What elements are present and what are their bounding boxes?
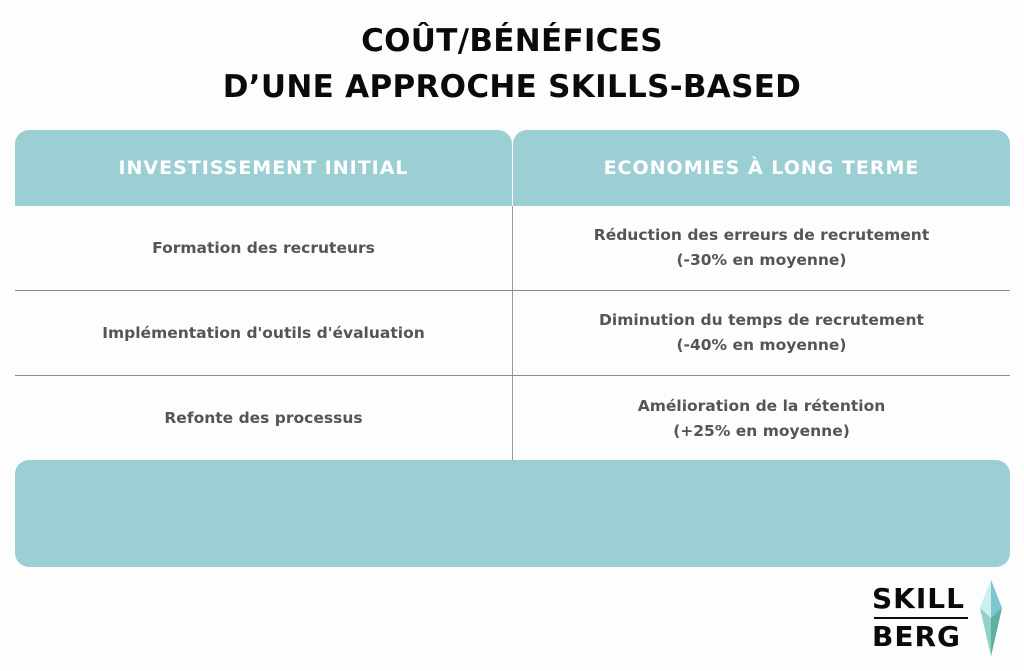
cell-investment: Formation des recruteurs [15,206,513,290]
saving-value: (-40% en moyenne) [676,336,847,354]
table-row [15,206,1010,291]
header-long-term-savings: ECONOMIES À LONG TERME [513,130,1010,206]
crystal-icon [976,578,1006,658]
page-title [0,18,1024,110]
title-line-1: COÛT/BÉNÉFICES [361,23,663,59]
saving-label: Diminution du temps de recrutement [599,311,924,329]
table-row [15,376,1010,461]
cell-investment: Implémentation d'outils d'évaluation [15,291,513,375]
cell-saving [513,376,1010,461]
footer-band [15,460,1010,567]
header-initial-investment: INVESTISSEMENT INITIAL [15,130,512,206]
table-header [15,130,1010,206]
saving-value: (-30% en moyenne) [676,251,847,269]
logo-line-1: SKILL [872,582,965,615]
saving-label: Amélioration de la rétention [637,396,886,415]
cell-saving [513,206,1010,290]
saving-label: Réduction des erreurs de recrutement [593,226,930,244]
title-line-2: D’UNE APPROCHE SKILLS-BASED [222,69,802,105]
skillberg-logo [872,578,1012,658]
logo-line-2: BERG [872,620,962,653]
cell-saving [513,291,1010,375]
cost-benefit-table [15,130,1010,461]
table-row [15,291,1010,376]
saving-value: (+25% en moyenne) [673,421,850,440]
logo-divider [874,617,968,619]
cell-investment: Refonte des processus [15,376,513,461]
